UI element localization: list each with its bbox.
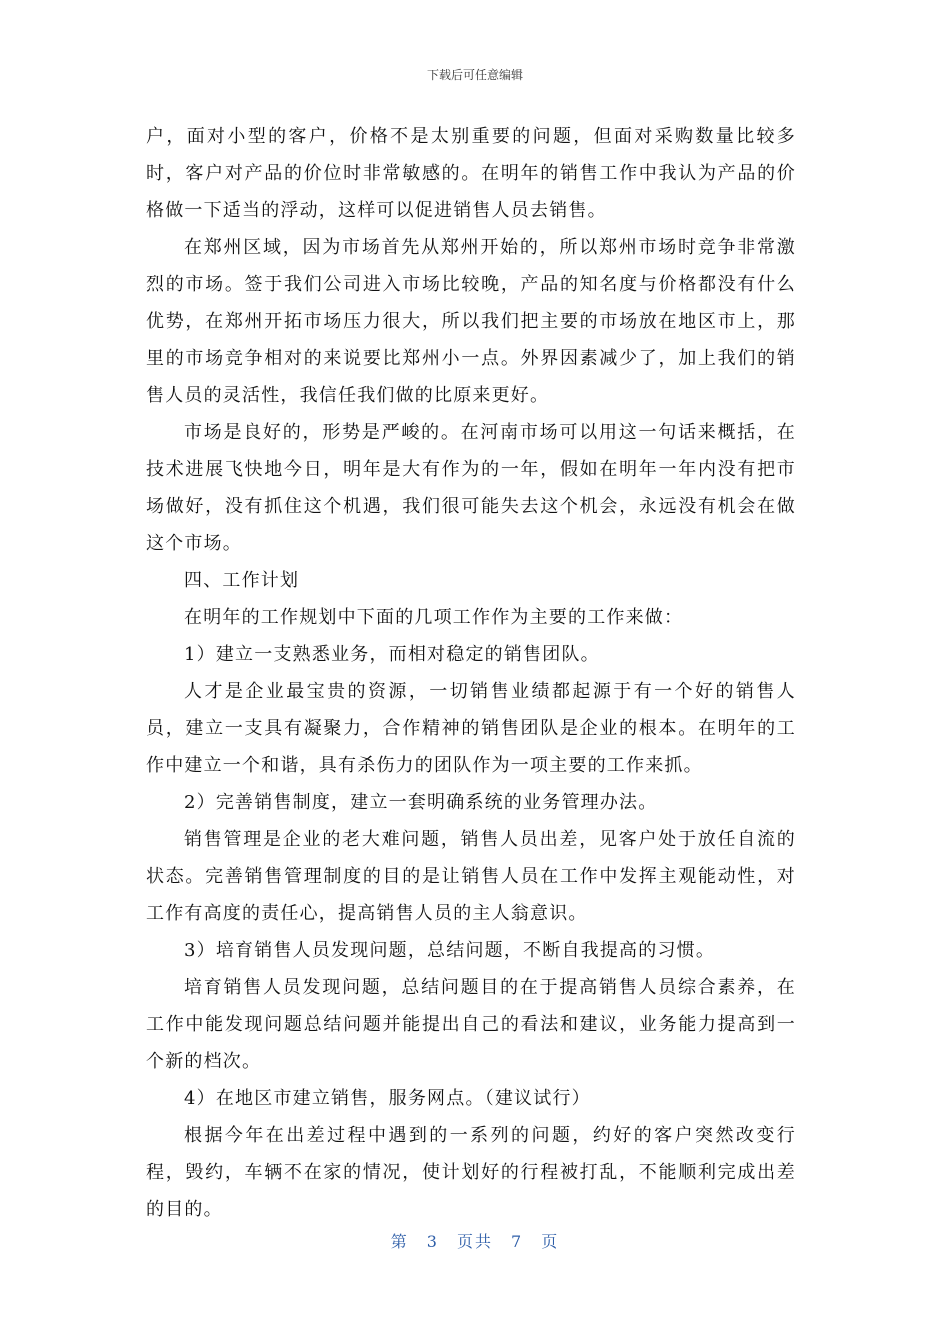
page-number: 3 [426,1232,439,1251]
page-header: 下载后可任意编辑 [426,68,523,82]
page-footer [0,1229,950,1252]
paragraph: 户，面对小型的客户，价格不是太别重要的问题，但面对采购数量比较多时，客户对产品的价位时非常敏感的。在明年的销售工作中我认为产品的价格做一下适当的浮动，这样可以促进销售人员去销售。 [146,126,796,221]
footer-prefix: 第 [390,1232,409,1251]
list-item-heading: 3）培育销售人员发现问题，总结问题，不断自我提高的习惯。 [184,940,716,961]
paragraph: 人才是企业最宝贵的资源，一切销售业绩都起源于有一个好的销售人员，建立一支具有凝聚力，合作精神的销售团队是企业的根本。在明年的工作中建立一个和谐，具有杀伤力的团队作为一项主要的工作来抓。 [146,681,796,776]
list-item-heading: 2）完善销售制度，建立一套明确系统的业务管理办法。 [184,792,658,813]
footer-middle: 页共 [456,1232,493,1251]
paragraph: 在明年的工作规划中下面的几项工作作为主要的工作来做： [184,607,684,628]
footer-suffix: 页 [541,1232,560,1251]
paragraph: 市场是良好的，形势是严峻的。在河南市场可以用这一句话来概括，在技术进展飞快地今日，明年是大有作为的一年，假如在明年一年内没有把市场做好，没有抓住这个机遇，我们很可能失去这个机会，永远没有机会在做这个市场。 [146,422,796,554]
document-body [146,118,796,1228]
list-item-heading: 1）建立一支熟悉业务，而相对稳定的销售团队。 [184,644,600,665]
section-heading: 四、工作计划 [184,570,300,591]
paragraph: 销售管理是企业的老大难问题，销售人员出差，见客户处于放任自流的状态。完善销售管理制度的目的是让销售人员在工作中发挥主观能动性，对工作有高度的责任心，提高销售人员的主人翁意识。 [146,829,796,924]
paragraph: 在郑州区域，因为市场首先从郑州开始的，所以郑州市场时竞争非常激烈的市场。签于我们公司进入市场比较晚，产品的知名度与价格都没有什么优势，在郑州开拓市场压力很大，所以我们把主要的市场放在地区市上，那里的市场竞争相对的来说要比郑州小一点。外界因素减少了，加上我们的销售人员的灵活性，我信任我们做的比原来更好。 [146,237,796,406]
paragraph: 培育销售人员发现问题，总结问题目的在于提高销售人员综合素养，在工作中能发现问题总结问题并能提出自己的看法和建议，业务能力提高到一个新的档次。 [146,977,796,1072]
paragraph: 根据今年在出差过程中遇到的一系列的问题，约好的客户突然改变行程，毁约，车辆不在家的情况，使计划好的行程被打乱，不能顺利完成出差的目的。 [146,1125,796,1220]
page-total: 7 [511,1232,524,1251]
list-item-heading: 4）在地区市建立销售，服务网点。（建议试行） [184,1088,591,1109]
